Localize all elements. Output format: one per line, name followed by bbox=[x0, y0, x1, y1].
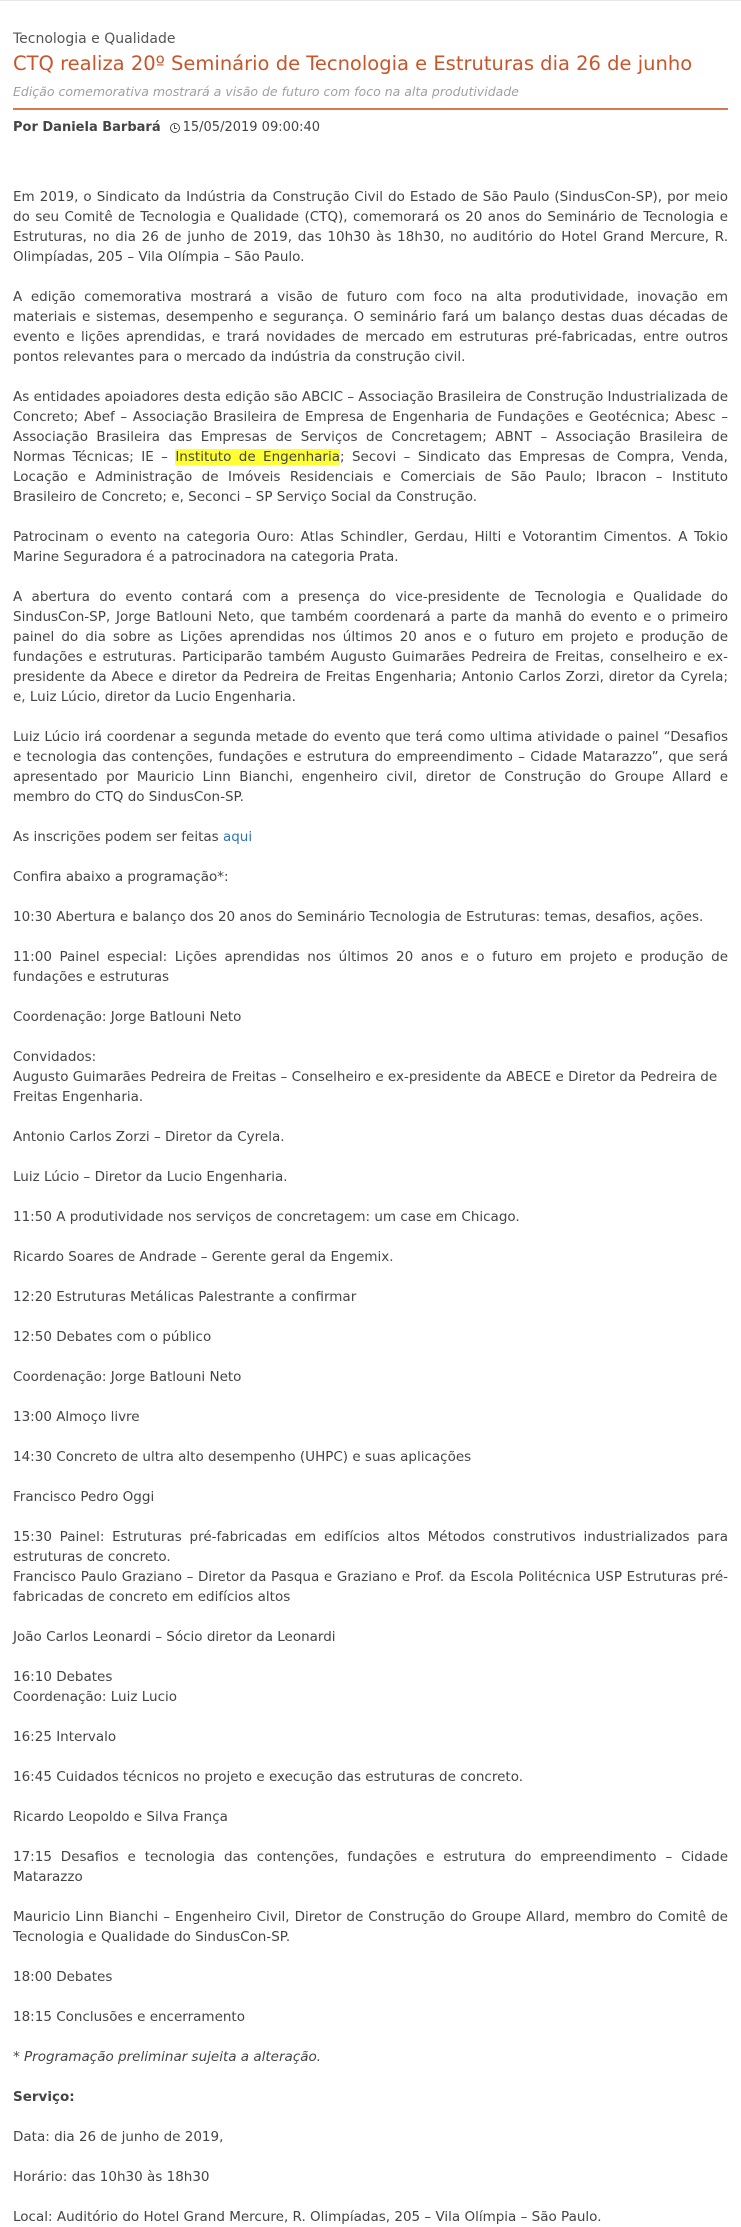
schedule-item: 18:15 Conclusões e encerramento bbox=[13, 2009, 245, 2025]
service-date: Data: dia 26 de junho de 2019, bbox=[13, 2129, 224, 2145]
schedule-item: Mauricio Linn Bianchi – Engenheiro Civil, Diretor de Construção do Groupe Allard, membro do Comitê de Tecnologia e Qualidade do SindusCon-SP. bbox=[13, 1909, 728, 1945]
schedule-item: João Carlos Leonardi – Sócio diretor da Leonardi bbox=[13, 1629, 336, 1645]
schedule-item: Francisco Pedro Oggi bbox=[13, 1489, 155, 1505]
schedule-item bbox=[13, 1047, 728, 1107]
service-label: Serviço: bbox=[13, 2089, 75, 2105]
author-name: Por Daniela Barbará bbox=[13, 120, 161, 135]
signup-link[interactable]: aqui bbox=[222, 829, 253, 845]
program-intro: Confira abaixo a programação*: bbox=[13, 869, 229, 885]
service-time: Horário: das 10h30 às 18h30 bbox=[13, 2169, 210, 2185]
supporters-text-end: ; Secovi – Sindicato das Empresas de Compra, Venda, Locação e Administração de Imóveis Residenciais e Comerciais de São Paulo; Ibracon – Instituto Brasileiro de Concreto; e, Seconci – SP Serviço Social da Construção. bbox=[13, 449, 728, 505]
article-subtitle: Edição comemorativa mostrará a visão de futuro com foco na alta produtividade bbox=[13, 84, 519, 99]
schedule-note: * Programação preliminar sujeita a alteração. bbox=[13, 2049, 322, 2065]
publish-datetime: 15/05/2019 09:00:40 bbox=[182, 120, 321, 135]
schedule-item: Ricardo Soares de Andrade – Gerente geral da Engemix. bbox=[13, 1249, 394, 1265]
debate-coordinator: Coordenação: Luiz Lucio bbox=[13, 1689, 177, 1705]
schedule-item: 16:25 Intervalo bbox=[13, 1729, 117, 1745]
schedule-item: 18:00 Debates bbox=[13, 1969, 113, 1985]
guests-label: Convidados: bbox=[13, 1049, 97, 1065]
title-divider bbox=[13, 108, 728, 110]
guest-entry: Augusto Guimarães Pedreira de Freitas – Conselheiro e ex-presidente da ABECE e Diretor da Pedreira de Freitas Engenharia. bbox=[13, 1069, 718, 1105]
schedule-item: 11:00 Painel especial: Lições aprendidas nos últimos 20 anos e o futuro em projeto e produção de fundações e estruturas bbox=[13, 949, 728, 985]
paragraph-coordination: Luiz Lúcio irá coordenar a segunda metade do evento que terá como ultima atividade o painel “Desafios e tecnologia das contenções, fundações e estrutura do empreendimento – Cidade Matarazzo”, que será apresentado por Mauricio Linn Bianchi, engenheiro civil, diretor de Construção do Groupe Allard e membro do CTQ do SindusCon-SP. bbox=[13, 729, 728, 805]
clock-icon bbox=[170, 123, 180, 133]
schedule-item: 12:20 Estruturas Metálicas Palestrante a confirmar bbox=[13, 1289, 357, 1305]
paragraph-intro: Em 2019, o Sindicato da Indústria da Construção Civil do Estado de São Paulo (SindusCon-SP), por meio do seu Comitê de Tecnologia e Qualidade (CTQ), comemorará os 20 anos do Seminário de Tecnologia e Estruturas, no dia 26 de junho de 2019, das 10h30 às 18h30, no auditório do Hotel Grand Mercure, R. Olimpíadas, 205 – Vila Olímpia – São Paulo. bbox=[13, 189, 728, 265]
schedule-item bbox=[13, 1667, 728, 1707]
schedule-item: 11:50 A produtividade nos serviços de concretagem: um case em Chicago. bbox=[13, 1209, 520, 1225]
schedule-item: 13:00 Almoço livre bbox=[13, 1409, 140, 1425]
schedule-item: 12:50 Debates com o público bbox=[13, 1329, 212, 1345]
schedule-item: Ricardo Leopoldo e Silva França bbox=[13, 1809, 228, 1825]
debate-time: 16:10 Debates bbox=[13, 1669, 113, 1685]
schedule-item: Antonio Carlos Zorzi – Diretor da Cyrela. bbox=[13, 1129, 285, 1145]
article-header bbox=[0, 1, 741, 137]
schedule-item: 16:45 Cuidados técnicos no projeto e execução das estruturas de concreto. bbox=[13, 1769, 524, 1785]
panel-speaker: Francisco Paulo Graziano – Diretor da Pasqua e Graziano e Prof. da Escola Politécnica USP Estruturas pré-fabricadas de concreto em edifícios altos bbox=[13, 1569, 728, 1605]
supporters-text-start: As entidades apoiadores desta edição são ABCIC – Associação Brasileira de Construção Industrializada de Concreto; Abef – Associação Brasileira de Empresa de Engenharia de Fundações e Geotécnica; Abesc – Associação Brasileira das Empresas de Serviços de Concretagem; ABNT – Associação Brasileira de Normas Técnicas; IE – bbox=[13, 389, 728, 465]
paragraph-signup bbox=[13, 827, 728, 847]
paragraph-opening: A abertura do evento contará com a presença do vice-presidente de Tecnologia e Qualidade do SindusCon-SP, Jorge Batlouni Neto, que também coordenará a parte da manhã do evento e o primeiro painel do dia sobre as Lições aprendidas nos últimos 20 anos e o futuro em projeto e produção de fundações e estruturas. Participarão também Augusto Guimarães Pedreira de Freitas, conselheiro e ex-presidente da Abece e diretor da Pedreira de Freitas Engenharia; Antonio Carlos Zorzi, diretor da Cyrela; e, Luiz Lúcio, diretor da Lucio Engenharia. bbox=[13, 589, 728, 705]
article-body bbox=[0, 187, 741, 2227]
schedule-item: 10:30 Abertura e balanço dos 20 anos do Seminário Tecnologia de Estruturas: temas, desafios, ações. bbox=[13, 909, 704, 925]
paragraph-sponsors: Patrocinam o evento na categoria Ouro: Atlas Schindler, Gerdau, Hilti e Votorantim Cimentos. A Tokio Marine Seguradora é a patrocinadora na categoria Prata. bbox=[13, 529, 728, 565]
article-title: CTQ realiza 20º Seminário de Tecnologia e Estruturas dia 26 de junho bbox=[13, 52, 693, 75]
schedule-item: 14:30 Concreto de ultra alto desempenho (UHPC) e suas aplicações bbox=[13, 1449, 472, 1465]
schedule-item bbox=[13, 1527, 728, 1607]
paragraph-supporters bbox=[13, 387, 728, 507]
schedule-item: Coordenação: Jorge Batlouni Neto bbox=[13, 1369, 242, 1385]
panel-title: 15:30 Painel: Estruturas pré-fabricadas em edifícios altos Métodos construtivos industrializados para estruturas de concreto. bbox=[13, 1529, 728, 1565]
service-place: Local: Auditório do Hotel Grand Mercure, R. Olimpíadas, 205 – Vila Olímpia – São Paulo. bbox=[13, 2209, 602, 2225]
category-label[interactable]: Tecnologia e Qualidade bbox=[13, 31, 176, 47]
highlighted-term: Instituto de Engenharia bbox=[175, 449, 340, 465]
schedule-item: 17:15 Desafios e tecnologia das contenções, fundações e estrutura do empreendimento – Cidade Matarazzo bbox=[13, 1849, 728, 1885]
paragraph-edition: A edição comemorativa mostrará a visão de futuro com foco na alta produtividade, inovação em materiais e sistemas, desempenho e segurança. O seminário fará um balanço destas duas décadas de evento e lições aprendidas, e trará novidades de mercado em estruturas pré-fabricadas, entre outros pontos relevantes para o mercado da indústria da construção civil. bbox=[13, 289, 728, 365]
article-meta bbox=[13, 119, 728, 137]
schedule-item: Coordenação: Jorge Batlouni Neto bbox=[13, 1009, 242, 1025]
signup-text: As inscrições podem ser feitas bbox=[13, 829, 223, 845]
schedule-item: Luiz Lúcio – Diretor da Lucio Engenharia. bbox=[13, 1169, 288, 1185]
